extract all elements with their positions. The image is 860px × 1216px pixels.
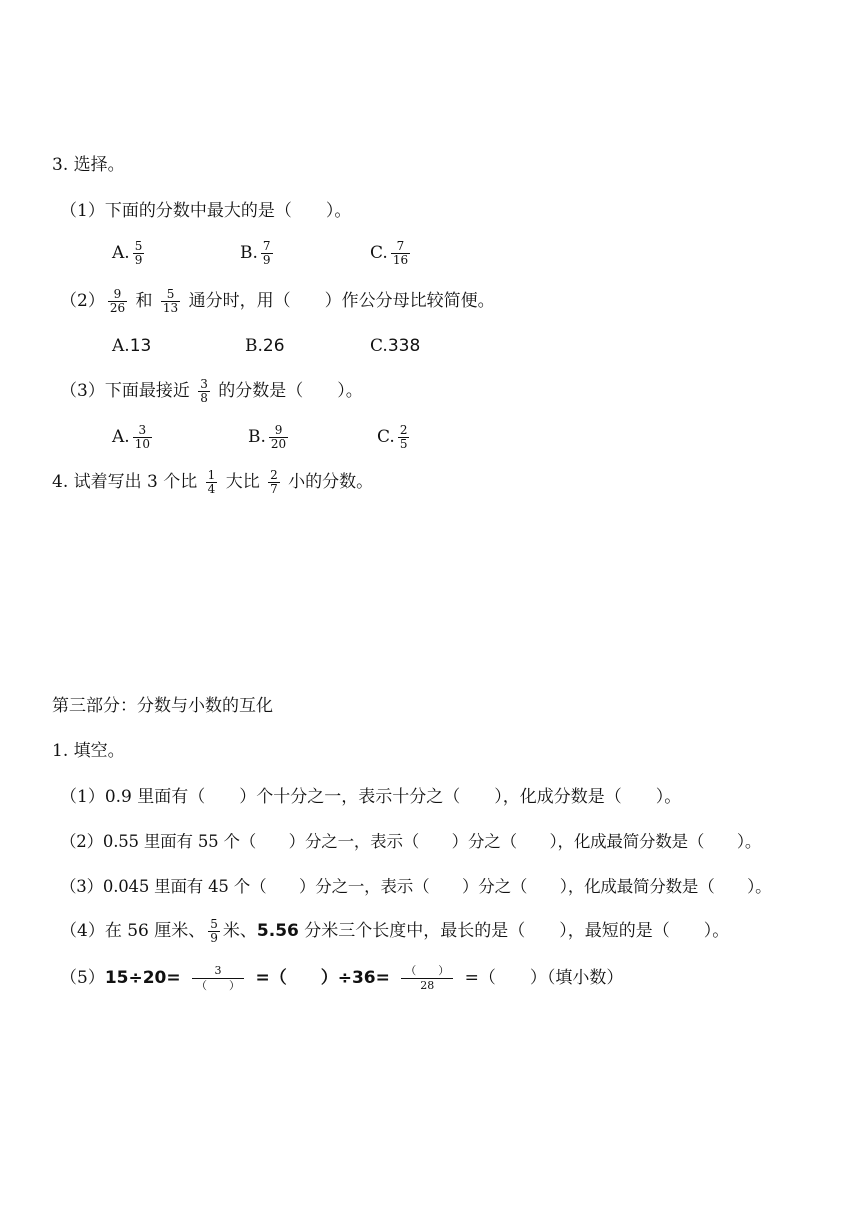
denominator: 16 — [392, 253, 409, 267]
bold-value: 5.56 — [256, 921, 299, 941]
fraction — [206, 469, 218, 496]
part3-q1-line-4 — [60, 918, 729, 945]
q3-3-option-c — [377, 424, 412, 451]
denominator: 7 — [270, 482, 278, 496]
numerator: 3 — [133, 424, 152, 438]
part3-q1-line-2: （2）0.55 里面有 55 个（ ）分之一，表示（ ）分之（ ），化成最简分数是（ ）。 — [60, 832, 762, 851]
fraction — [108, 288, 127, 315]
stem-suffix: 的分数是（ ）。 — [218, 381, 363, 401]
expression-part: =（ ）÷36= — [255, 968, 390, 988]
option-value: 26 — [262, 336, 285, 356]
q3-2-option-c — [370, 335, 420, 357]
q3-3-stem — [60, 378, 363, 405]
fraction — [161, 288, 180, 315]
denominator: 5 — [399, 437, 408, 451]
numerator: 3 — [200, 377, 208, 391]
fraction-blank-denominator — [192, 964, 244, 993]
stem-suffix: 通分时，用（ ）作公分母比较简便。 — [188, 291, 495, 311]
q3-2-option-a — [112, 335, 151, 357]
part3-q1-title: 1. 填空。 — [52, 741, 125, 761]
q3-2-option-b — [245, 335, 285, 357]
option-value: 338 — [387, 336, 421, 356]
fraction — [133, 424, 152, 451]
fraction — [208, 918, 220, 945]
line-prefix: （4）在 56 厘米、 — [60, 921, 206, 941]
fraction — [198, 378, 210, 405]
numerator: 7 — [391, 240, 410, 254]
option-label: A. — [112, 336, 130, 356]
option-label: C. — [370, 243, 388, 263]
line-suffix: 分米三个长度中，最长的是（ ），最短的是（ ）。 — [298, 921, 730, 941]
numerator: 5 — [134, 239, 143, 253]
q3-3-option-b — [248, 424, 291, 451]
numerator: 5 — [161, 288, 180, 302]
part3-q1-line-3: （3）0.045 里面有 45 个（ ）分之一，表示（ ）分之（ ），化成最简分数是（ ）。 — [60, 877, 772, 896]
q3-2-stem — [60, 288, 495, 315]
q3-1-option-a — [112, 240, 147, 267]
denominator: 9 — [262, 253, 271, 267]
fraction — [269, 424, 288, 451]
fraction-blank-numerator — [401, 964, 453, 993]
denominator: 26 — [109, 301, 126, 315]
fraction — [391, 240, 410, 267]
q3-3-option-a — [112, 424, 155, 451]
numerator: 9 — [269, 424, 288, 438]
q3-title: 3. 选择。 — [52, 155, 125, 175]
line-prefix: （5） — [60, 968, 105, 988]
stem-prefix: 4. 试着写出 3 个比 — [52, 472, 198, 492]
line-mid: 米、 — [222, 921, 257, 941]
numerator: 9 — [108, 288, 127, 302]
denominator: 13 — [162, 301, 179, 315]
option-label: B. — [248, 427, 266, 447]
denominator: （ ） — [196, 979, 241, 992]
fraction — [398, 424, 410, 451]
stem-prefix: （2） — [60, 291, 105, 311]
denominator: 20 — [270, 437, 287, 451]
option-value: 13 — [129, 336, 152, 356]
numerator: 2 — [399, 423, 408, 437]
numerator: 5 — [210, 917, 218, 931]
expression-part: =（ ）（填小数） — [464, 968, 624, 988]
option-label: A. — [112, 427, 130, 447]
q3-1-option-c — [370, 240, 413, 267]
fraction — [261, 240, 273, 267]
part3-q1-line-5 — [60, 964, 623, 993]
numerator: 2 — [270, 468, 278, 482]
option-label: A. — [112, 243, 130, 263]
q3-1-stem: （1）下面的分数中最大的是（ ）。 — [60, 201, 352, 221]
denominator: 10 — [134, 437, 150, 451]
numerator: 7 — [262, 239, 271, 253]
option-label: C. — [370, 336, 388, 356]
fraction — [133, 240, 145, 267]
part3-q1-line-1: （1）0.9 里面有（ ）个十分之一，表示十分之（ ），化成分数是（ ）。 — [60, 787, 682, 807]
stem-mid: 和 — [135, 291, 153, 311]
denominator: 8 — [200, 391, 208, 405]
option-label: B. — [245, 336, 263, 356]
denominator: 4 — [207, 482, 216, 496]
denominator: 9 — [134, 253, 143, 267]
q4-stem — [52, 469, 373, 496]
q3-1-option-b — [240, 240, 276, 267]
numerator: 1 — [207, 468, 216, 482]
option-label: C. — [377, 427, 395, 447]
stem-prefix: （3）下面最接近 — [60, 381, 190, 401]
part3-title: 第三部分：分数与小数的互化 — [52, 696, 273, 716]
stem-mid: 大比 — [225, 472, 260, 492]
denominator: 9 — [210, 931, 218, 945]
numerator: 3 — [192, 964, 244, 979]
expression-part: 15÷20= — [104, 968, 181, 988]
option-label: B. — [240, 243, 258, 263]
numerator: （ ） — [401, 964, 453, 979]
stem-suffix: 小的分数。 — [288, 472, 374, 492]
fraction — [268, 469, 280, 496]
denominator: 28 — [420, 979, 435, 992]
